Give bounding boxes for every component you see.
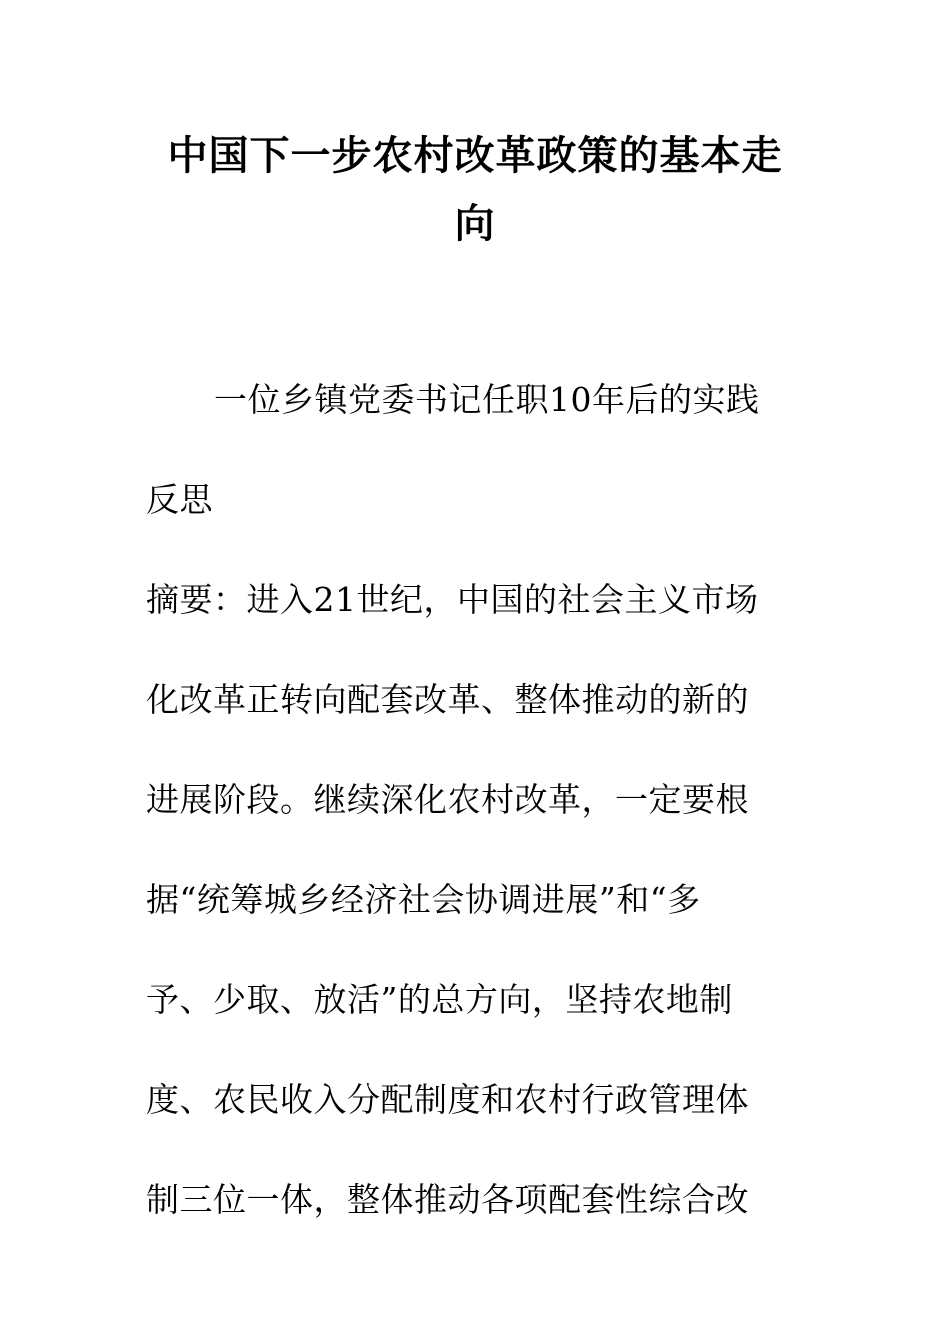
abstract-line: 制三位一体，整体推动各项配套性综合改: [146, 1180, 749, 1219]
abstract-line: 摘要：进入21世纪，中国的社会主义市场: [146, 580, 759, 619]
abstract-line: 进展阶段。继续深化农村改革，一定要根: [146, 780, 749, 819]
subtitle-line: 反思: [146, 480, 213, 519]
abstract-line: 度、农民收入分配制度和农村行政管理体: [146, 1080, 749, 1119]
abstract-line: 化改革正转向配套改革、整体推动的新的: [146, 680, 749, 719]
document-title: [140, 122, 810, 258]
abstract-line: 予、少取、放活”的总方向，坚持农地制: [146, 980, 733, 1019]
abstract-line: 据“统筹城乡经济社会协调进展”和“多: [146, 880, 701, 919]
subtitle-line: 一位乡镇党委书记任职10年后的实践: [214, 380, 760, 419]
title-line: 中国下一步农村改革政策的基本走: [167, 133, 783, 179]
title-line: 向: [454, 201, 496, 247]
